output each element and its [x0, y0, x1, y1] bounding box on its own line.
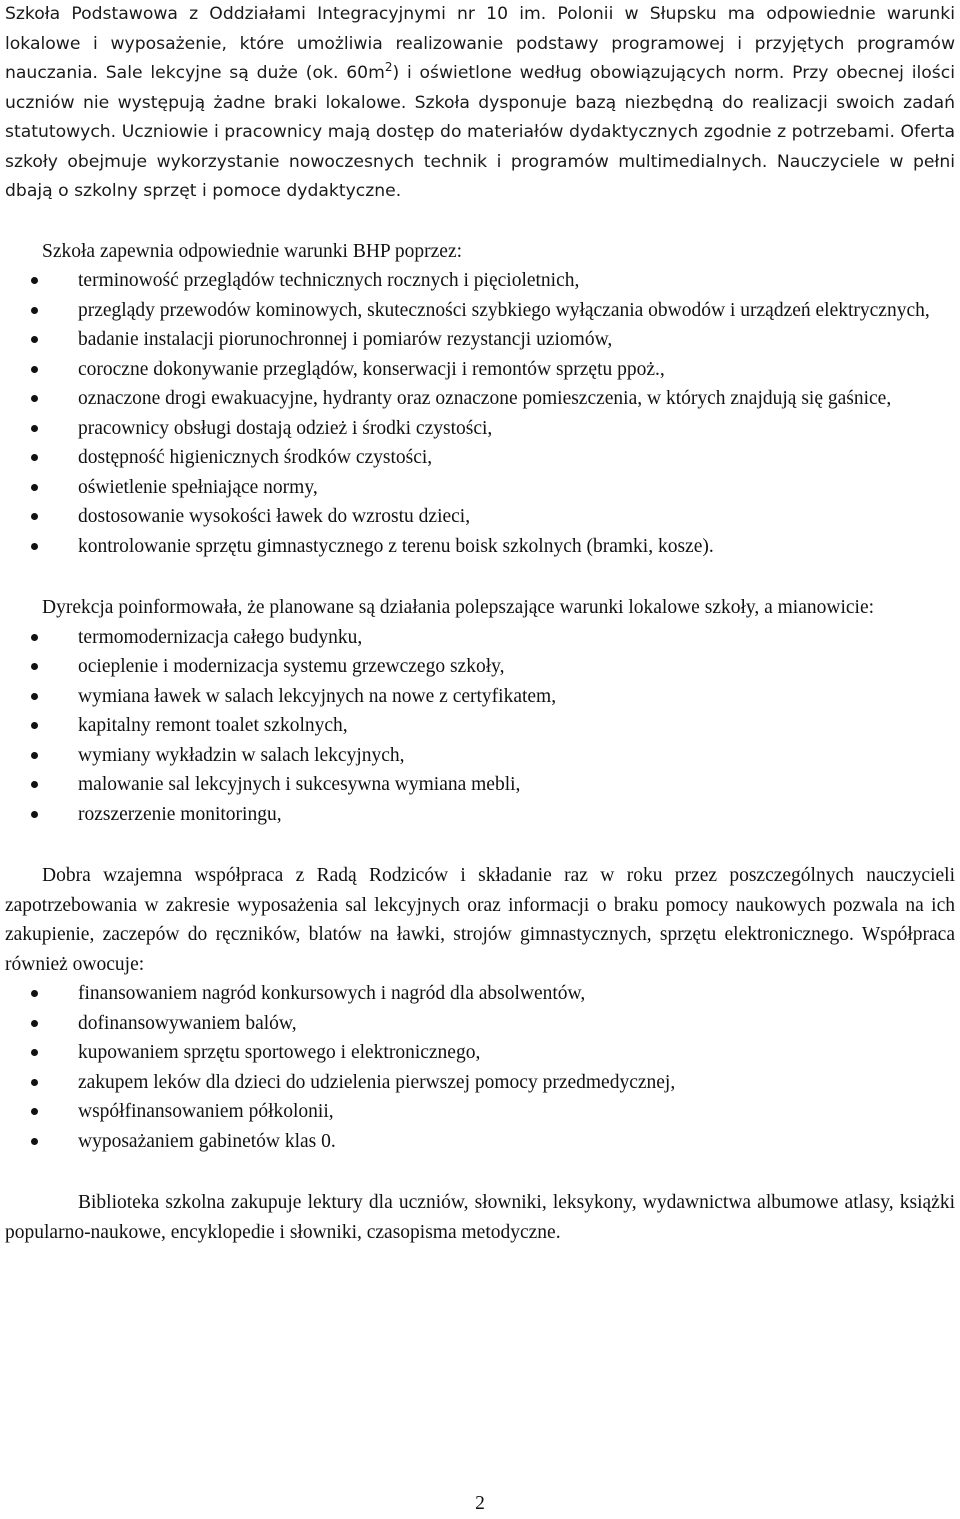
intro-text-part2: ) i oświetlone według obowiązujących norm. Przy obecnej ilości uczniów nie występują żadne braki lokalowe. Szkoła dysponuje bazą niezbędną do realizacji swoich zadań statutowych. Uczniowie i pracownicy mają dostęp do materiałów dydaktycznych zgodnie z potrzebami. Oferta szkoły obejmuje wykorzystanie nowoczesnych technik i programów multimedialnych. Nauczyciele w pełni dbają o szkolny sprzęt i pomoce dydaktyczne.: [5, 63, 955, 201]
plans-list: [5, 623, 955, 830]
list-item: wymiana ławek w salach lekcyjnych na nowe z certyfikatem,: [5, 682, 955, 712]
list-item: coroczne dokonywanie przeglądów, konserwacji i remontów sprzętu ppoż.,: [5, 355, 955, 385]
page-number: 2: [475, 1493, 485, 1514]
list-item: pracownicy obsługi dostają odzież i środki czystości,: [5, 414, 955, 444]
library-paragraph: Biblioteka szkolna zakupuje lektury dla uczniów, słowniki, leksykony, wydawnictwa albumowe atlasy, książki popularno-naukowe, encyklopedie i słowniki, czasopisma metodyczne.: [5, 1192, 955, 1243]
list-item: finansowaniem nagród konkursowych i nagród dla absolwentów,: [5, 979, 955, 1009]
list-item: przeglądy przewodów kominowych, skuteczności szybkiego wyłączania obwodów i urządzeń elektrycznych,: [5, 296, 955, 326]
list-item: ocieplenie i modernizacja systemu grzewczego szkoły,: [5, 652, 955, 682]
list-item: dostępność higienicznych środków czystości,: [5, 443, 955, 473]
list-item: kapitalny remont toalet szkolnych,: [5, 711, 955, 741]
bhp-list: [5, 266, 955, 561]
list-item: kontrolowanie sprzętu gimnastycznego z terenu boisk szkolnych (bramki, kosze).: [5, 532, 955, 562]
document-page: [5, 0, 955, 1247]
bhp-lead: Szkoła zapewnia odpowiednie warunki BHP poprzez:: [42, 240, 463, 262]
superscript-2: 2: [384, 60, 393, 74]
list-item: rozszerzenie monitoringu,: [5, 800, 955, 830]
list-item: wymiany wykładzin w salach lekcyjnych,: [5, 741, 955, 771]
plans-lead: Dyrekcja poinformowała, że planowane są działania polepszające warunki lokalowe szkoły, a mianowicie:: [42, 597, 875, 618]
cooperation-list: [5, 979, 955, 1156]
list-item: współfinansowaniem półkolonii,: [5, 1097, 955, 1127]
list-item: badanie instalacji piorunochronnej i pomiarów rezystancji uziomów,: [5, 325, 955, 355]
intro-paragraph: [5, 0, 955, 207]
intro-text-part1: Szkoła Podstawowa z Oddziałami Integracyjnymi nr 10 im. Polonii w Słupsku ma odpowiednie warunki lokalowe i wyposażenie, które umożliwia realizowanie podstawy programowej i przyjętych programów nauczania. Sale lekcyjne są duże (ok. 60m: [5, 4, 955, 83]
cooperation-lead: Dobra wzajemna współpraca z Radą Rodziców i składanie raz w roku przez poszczególnych nauczycieli zapotrzebowania w zakresie wyposażenia sal lekcyjnych oraz informacji o braku pomocy naukowych pozwala na ich zakupienie, zaczepów do ręczników, blatów na ławki, strojów gimnastycznych, sprzętu elektronicznego. Współpraca również owocuje:: [5, 865, 955, 975]
list-item: wyposażaniem gabinetów klas 0.: [5, 1127, 955, 1157]
list-item: termomodernizacja całego budynku,: [5, 623, 955, 653]
list-item: dofinansowywaniem balów,: [5, 1009, 955, 1039]
list-item: kupowaniem sprzętu sportowego i elektronicznego,: [5, 1038, 955, 1068]
list-item: malowanie sal lekcyjnych i sukcesywna wymiana mebli,: [5, 770, 955, 800]
list-item: oświetlenie spełniające normy,: [5, 473, 955, 503]
list-item: terminowość przeglądów technicznych rocznych i pięcioletnich,: [5, 266, 955, 296]
list-item: dostosowanie wysokości ławek do wzrostu dzieci,: [5, 502, 955, 532]
list-item: zakupem leków dla dzieci do udzielenia pierwszej pomocy przedmedycznej,: [5, 1068, 955, 1098]
list-item: oznaczone drogi ewakuacyjne, hydranty oraz oznaczone pomieszczenia, w których znajdują się gaśnice,: [5, 384, 955, 414]
